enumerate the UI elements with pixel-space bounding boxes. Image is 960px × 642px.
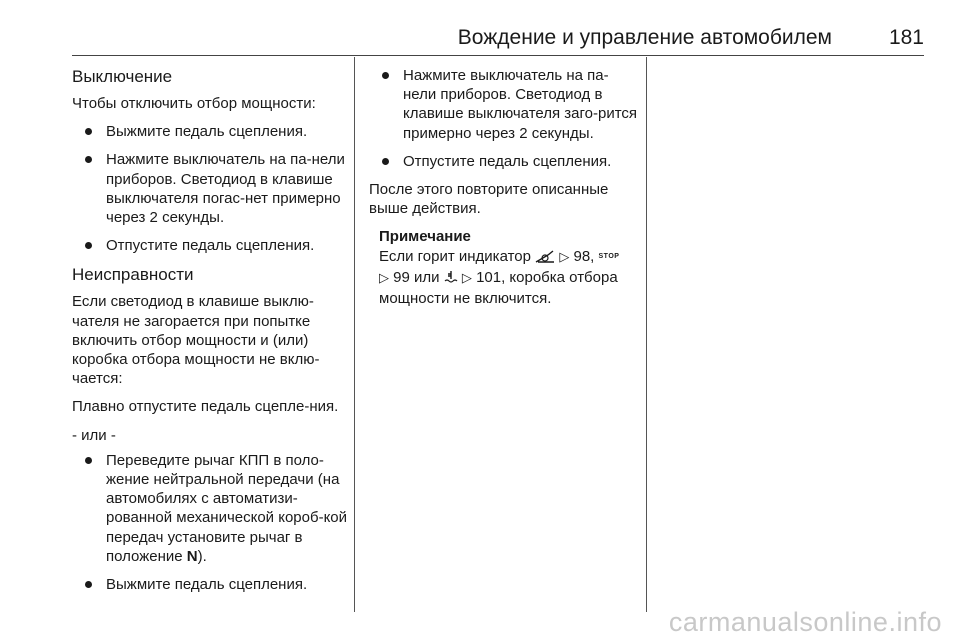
bullet-icon: [382, 72, 389, 79]
list-item: Переведите рычаг КПП в поло-жение нейтральной передачи (на автомобилях с автоматизи-рованной механической короб-кой передач установите рычаг в положение N).: [72, 451, 348, 566]
xref-arrow-icon: ▷: [379, 269, 389, 285]
fault-steps: [72, 451, 348, 594]
note-block: [379, 227, 639, 308]
bullet-icon: [85, 156, 92, 163]
list-item: Выжмите педаль сцепления.: [72, 122, 348, 141]
restart-steps: [369, 66, 639, 171]
page-header: [72, 22, 924, 52]
bullet-icon: [85, 457, 92, 464]
after-text: После этого повторите описанные выше действия.: [369, 181, 609, 218]
xref-arrow-icon: ▷: [461, 269, 472, 285]
column-divider-left: [354, 57, 355, 612]
note-text: Если горит индикатор ▷ 98, $^{STOP}$ ▷ 99 или ▷ 101, коробка отбора мощности не включится.: [379, 247, 620, 308]
left-column: [72, 66, 348, 603]
release-text: Плавно отпустите педаль сцепле-ния.: [72, 398, 339, 416]
bullet-icon: [85, 581, 92, 588]
list-item: Нажмите выключатель на па-нели приборов. Светодиод в клавише выключателя погас-нет примерно через 2 секунды.: [72, 150, 348, 227]
section-heading-faults: Неисправности: [72, 265, 194, 285]
right-column: [369, 66, 639, 308]
neutral-gear-label: N: [186, 547, 198, 565]
list-item: Выжмите педаль сцепления.: [72, 575, 348, 594]
page-number: 181: [888, 26, 924, 49]
watermark: carmanualsonline.info: [668, 607, 942, 637]
intro-text: Чтобы отключить отбор мощности:: [72, 95, 316, 112]
header-rule: [72, 55, 924, 56]
bullet-icon: [85, 128, 92, 135]
shutdown-steps: [72, 122, 348, 255]
stop-icon: STOP: [598, 252, 620, 260]
or-text: - или -: [72, 426, 116, 444]
temperature-warning-icon: [444, 270, 458, 289]
section-heading-shutdown: Выключение: [72, 67, 173, 86]
header-title: Вождение и управление автомобилем: [457, 26, 832, 49]
bullet-icon: [382, 158, 389, 165]
list-item: Нажмите выключатель на па-нели приборов. Светодиод в клавише выключателя заго-рится примерно через 2 секунды.: [369, 66, 639, 143]
bullet-icon: [85, 242, 92, 249]
xref-arrow-icon: ▷: [559, 248, 570, 264]
list-item: Отпустите педаль сцепления.: [72, 236, 348, 255]
list-item: Отпустите педаль сцепления.: [369, 152, 639, 171]
clutch-warning-icon: [535, 249, 555, 268]
column-divider-right: [646, 57, 647, 612]
note-title: Примечание: [379, 228, 471, 246]
fault-text: Если светодиод в клавише выклю-чателя не загорается при попытке включить отбор мощности и (или) коробка отбора мощности не вклю-чается:: [72, 293, 320, 388]
